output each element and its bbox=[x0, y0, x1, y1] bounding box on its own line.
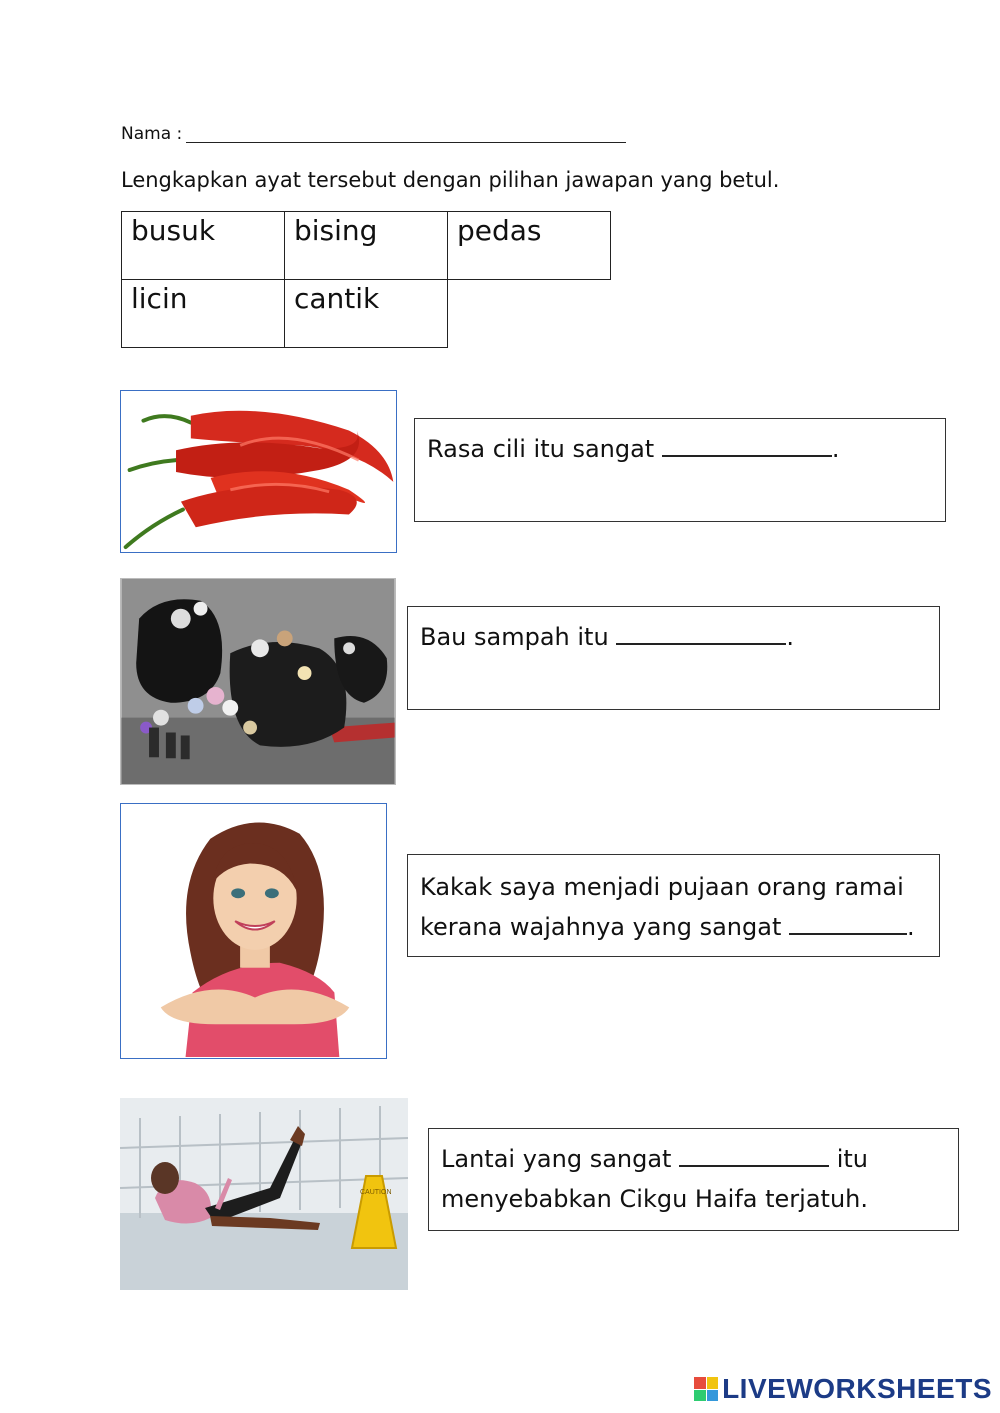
word-option: cantik bbox=[285, 280, 448, 348]
answer-blank-1[interactable] bbox=[662, 433, 832, 457]
question-3-text: kerana wajahnya yang sangat bbox=[420, 913, 789, 941]
question-2-end: . bbox=[786, 623, 794, 651]
question-1-text: Rasa cili itu sangat bbox=[427, 435, 662, 463]
instruction-text: Lengkapkan ayat tersebut dengan pilihan jawapan yang betul. bbox=[121, 168, 780, 192]
empty-cell bbox=[448, 280, 611, 348]
question-2-text: Bau sampah itu bbox=[420, 623, 617, 651]
word-option: bising bbox=[285, 212, 448, 280]
name-answer-line[interactable] bbox=[186, 142, 626, 143]
word-option: busuk bbox=[122, 212, 285, 280]
word-option: licin bbox=[122, 280, 285, 348]
question-2-box bbox=[407, 606, 940, 710]
garbage-image bbox=[120, 578, 396, 785]
word-bank-table bbox=[121, 211, 611, 348]
brand-name: LIVEWORKSHEETS bbox=[722, 1373, 992, 1404]
question-4-mid: itu bbox=[829, 1145, 869, 1173]
liveworksheets-logo bbox=[694, 1373, 992, 1405]
woman-image bbox=[120, 803, 387, 1059]
chili-peppers-image bbox=[120, 390, 397, 553]
answer-blank-3[interactable] bbox=[789, 911, 907, 935]
word-option: pedas bbox=[448, 212, 611, 280]
question-3-line-1: Kakak saya menjadi pujaan orang ramai bbox=[420, 873, 904, 901]
answer-blank-4[interactable] bbox=[679, 1143, 829, 1167]
answer-blank-2[interactable] bbox=[616, 621, 786, 645]
slippery-floor-image bbox=[120, 1098, 408, 1290]
liveworksheets-logo-icon bbox=[694, 1377, 718, 1401]
question-1-box bbox=[414, 418, 946, 522]
caution-sign-text: CAUTION bbox=[360, 1189, 392, 1196]
question-4-box bbox=[428, 1128, 959, 1231]
name-label: Nama : bbox=[121, 124, 183, 144]
question-4-text: Lantai yang sangat bbox=[441, 1145, 680, 1173]
question-3-box bbox=[407, 854, 940, 957]
question-4-line-2: menyebabkan Cikgu Haifa terjatuh. bbox=[441, 1185, 869, 1213]
question-3-end: . bbox=[907, 913, 915, 941]
question-1-end: . bbox=[831, 435, 840, 463]
